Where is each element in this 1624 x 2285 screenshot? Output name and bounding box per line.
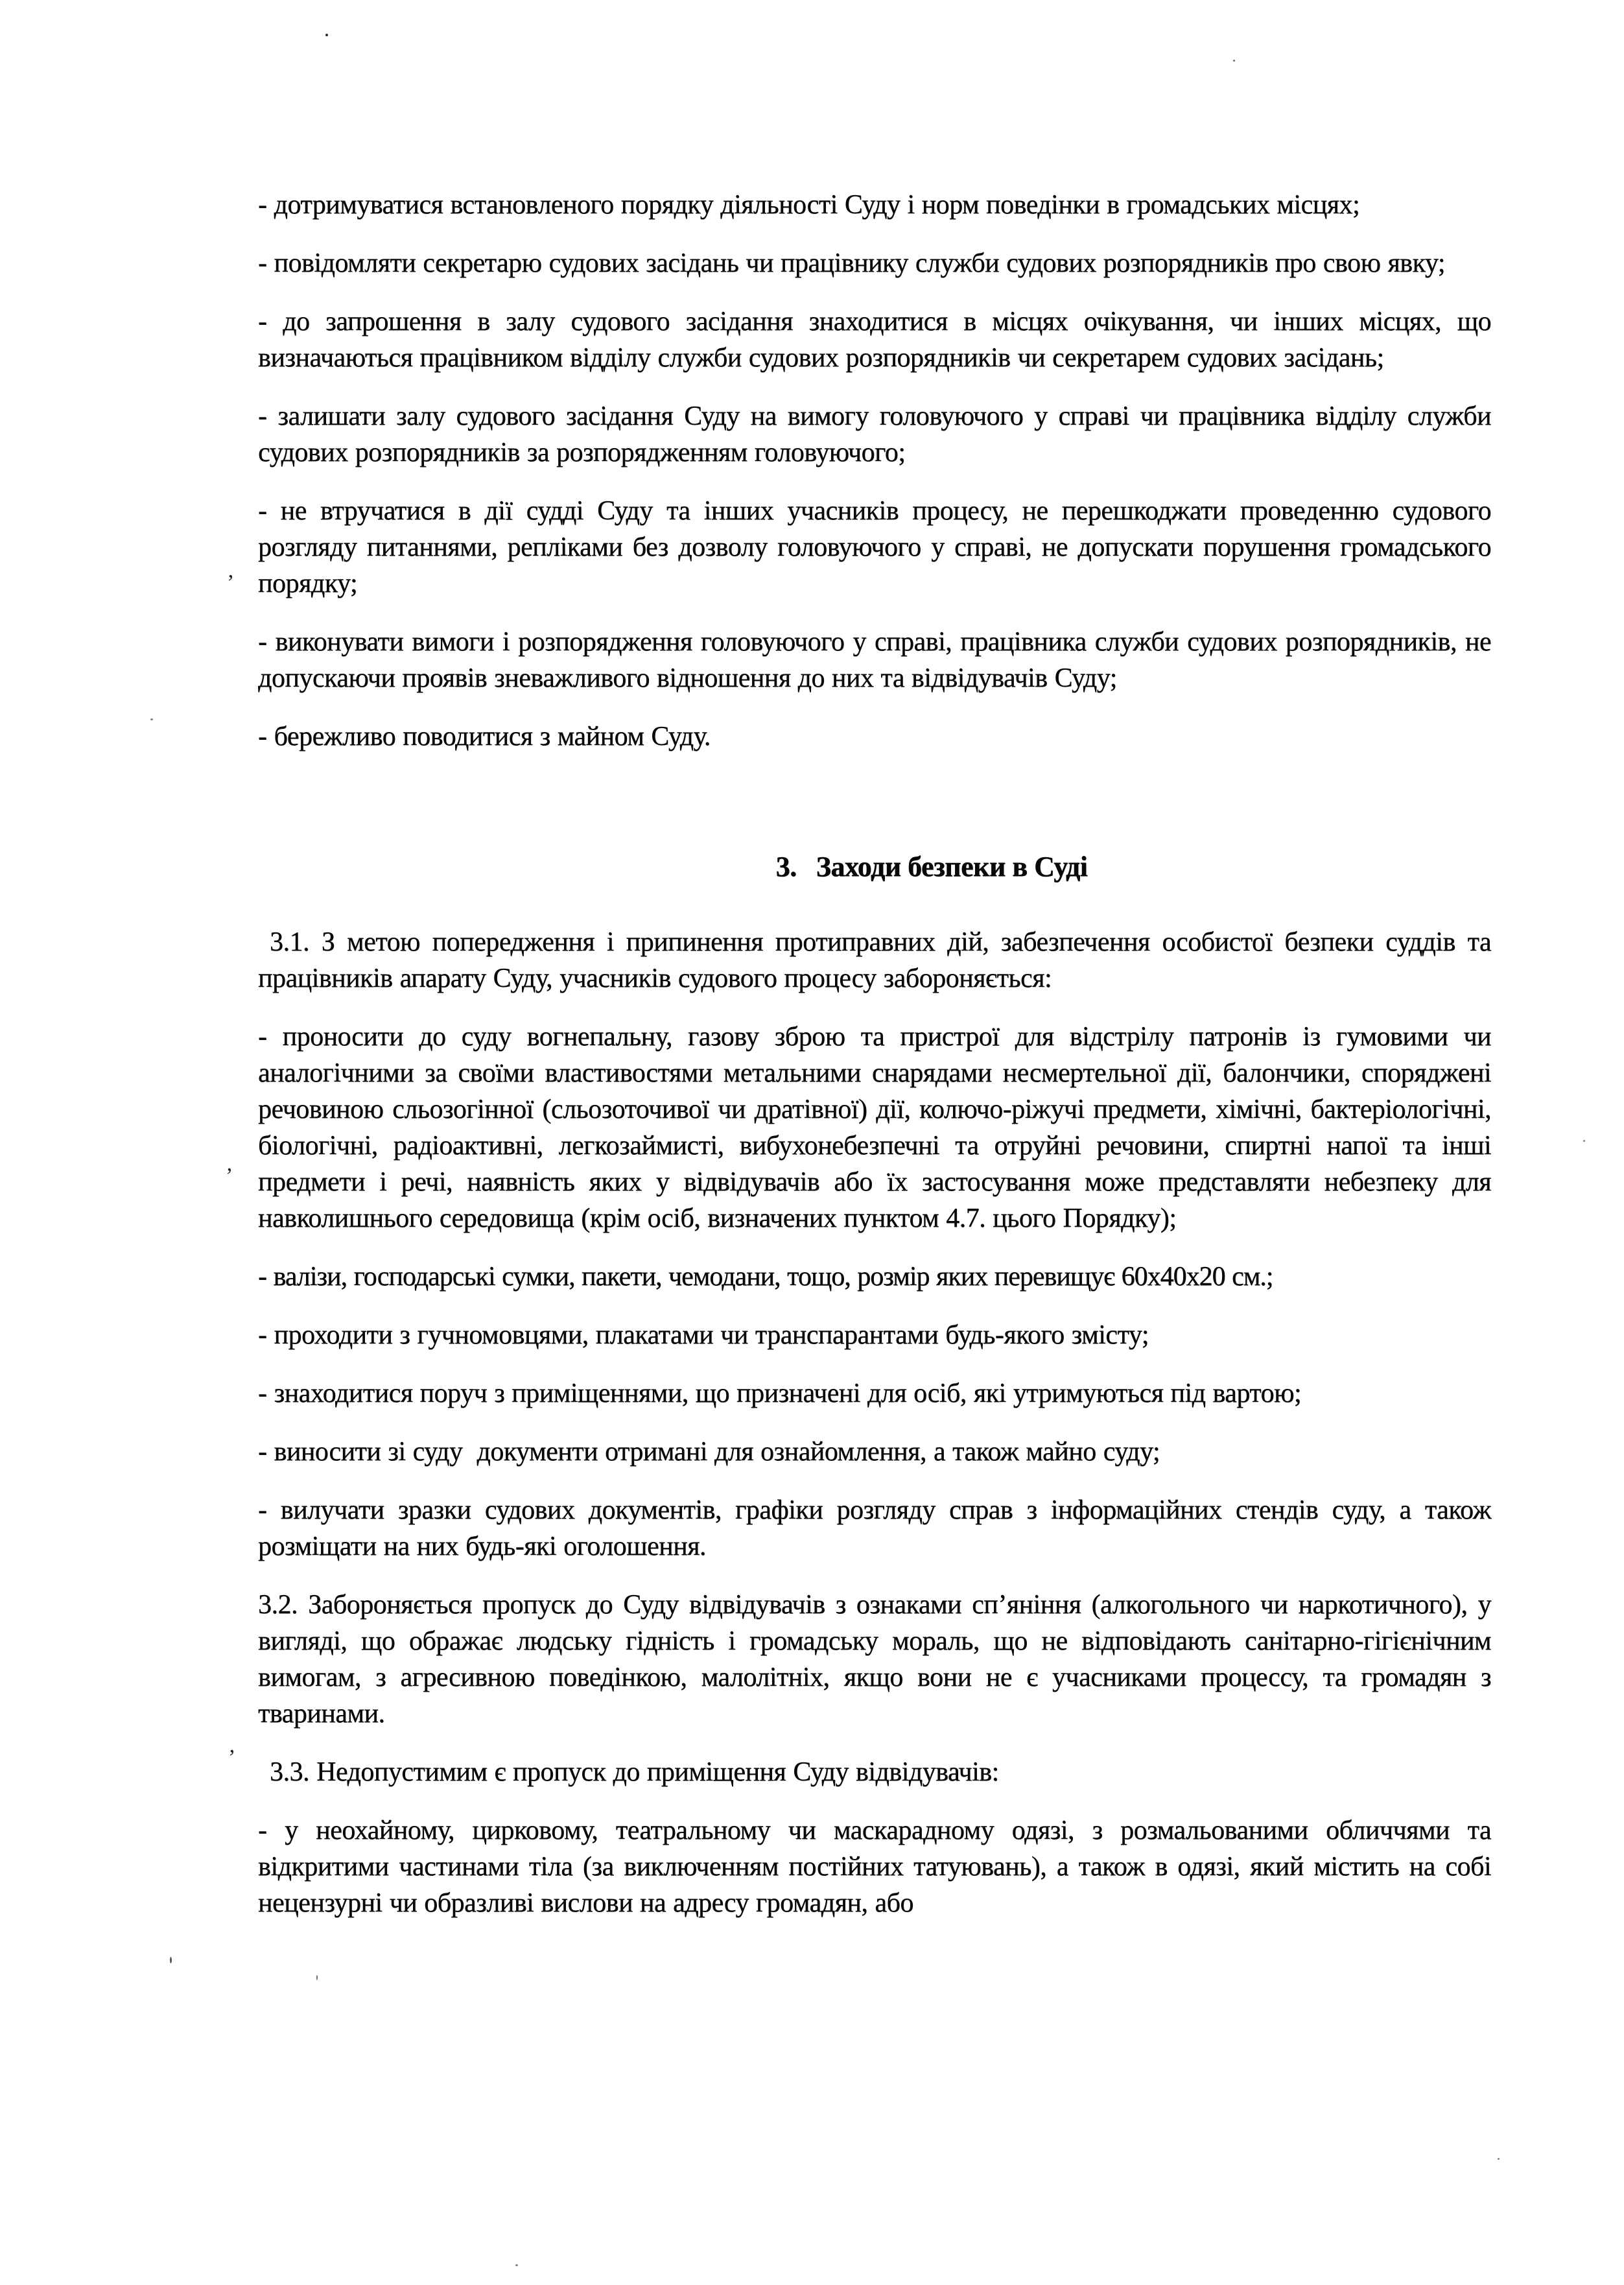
scan-speck <box>515 2264 518 2266</box>
rule-item-leave-hall: - залишати залу судового засідання Суду на вимогу головуючого у справі чи працівника відділу служби судових розпорядників за розпорядженням головуючого; <box>258 401 1491 468</box>
rule-item-documents: - виносити зі суду документи отримані для ознайомлення, а також майно суду; <box>258 1437 1160 1467</box>
scan-speck <box>170 1957 172 1963</box>
section-number: 3. <box>775 851 797 882</box>
section-heading <box>372 849 1491 885</box>
clause-3-1: 3.1. З метою попередження і припинення протиправних дій, забезпечення особистої безпеки суддів та працівників апарату Суду, учасників судового процесу забороняється: <box>258 927 1491 993</box>
scan-speck <box>316 1975 318 1980</box>
rule-item-property: - бережливо поводитися з майном Суду. <box>258 722 711 752</box>
rule-item-luggage: - валізи, господарські сумки, пакети, чемодани, тощо, розмір яких перевищує 60х40х20 см.; <box>258 1262 1273 1292</box>
clause-3-2: 3.2. Забороняється пропуск до Суду відвідувачів з ознаками сп’яніння (алкогольного чи наркотичного), у вигляді, що ображає людську гідність і громадську мораль, що не відповідають санітарно-гігієнічним вимогам, з агресивною поведінкою, малолітніх, якщо вони не є учасниками процессу, та громадян з тваринами. <box>258 1590 1491 1729</box>
rule-item-waiting-area: - до запрошення в залу судового засідання знаходитися в місцях очікування, чи інших місцях, що визначаються працівником відділу служби судових розпорядників чи секретарем судових засідань; <box>258 307 1491 373</box>
scan-speck: ’ <box>228 1746 236 1770</box>
scan-speck <box>1233 60 1235 62</box>
rule-item-notify: - повідомляти секретарю судових засідань чи працівнику служби судових розпорядників про свою явку; <box>258 248 1445 278</box>
clause-3-3: 3.3. Недопустимим є пропуск до приміщення Суду відвідувачів: <box>270 1757 999 1787</box>
rule-item-obey-orders: - виконувати вимоги і розпорядження головуючого у справі, працівника служби судових розпорядників, не допускаючи проявів зневажливого відношення до них та відвідувачів Суду; <box>258 627 1491 693</box>
scan-speck <box>1583 1140 1585 1142</box>
rule-item-loudspeakers: - проходити з гучномовцями, плакатами чи транспарантами будь-якого змісту; <box>258 1320 1149 1350</box>
scan-speck <box>325 34 328 36</box>
scan-speck: ’ <box>227 571 235 595</box>
rule-item-weapons: - проносити до суду вогнепальну, газову зброю та пристрої для відстрілу патронів із гумовими чи аналогічними за своїми властивостями метальними снарядами несмертельної дії, балончики, споряджені речовиною сльозогінної (сльозоточивої чи дратівної) дії, колючо-ріжучі предмети, хімічні, бактеріологічні, біологічні, радіоактивні, легкозаймисті, вибухонебезпечні та отруйні речовини, спиртні напої та інші предмети і речі, наявність яких у відвідувачів або їх застосування може представляти небезпеку для навколишнього середовища (крім осіб, визначених пунктом 4.7. цього Порядку); <box>258 1022 1491 1233</box>
document-text-block <box>258 187 1491 1943</box>
scan-speck <box>1498 2158 1500 2160</box>
rule-item-clothing: - у неохайному, цирковому, театральному чи маскарадному одязі, з розмальованими обличчями та відкритими частинами тіла (за виключенням постійних татуювань), а також в одязі, який містить на собі нецензурні чи образливі вислови на адресу громадян, або <box>258 1816 1491 1918</box>
section-title: Заходи безпеки в Суді <box>816 851 1088 882</box>
scan-speck: ’ <box>226 1164 233 1188</box>
scan-speck <box>150 718 153 720</box>
rule-item-no-interfere: - не втручатися в дії судді Суду та інших учасників процесу, не перешкоджати проведенню судового розгляду питаннями, репліками без дозволу головуючого у справі, не допускати порушення громадського порядку; <box>258 496 1491 598</box>
rule-item-stands: - вилучати зразки судових документів, графіки розгляду справ з інформаційних стендів суду, а також розміщати на них будь-які оголошення. <box>258 1495 1491 1561</box>
rule-item-detention-rooms: - знаходитися поруч з приміщеннями, що призначені для осіб, які утримуються під вартою; <box>258 1379 1302 1408</box>
rule-item-conduct: - дотримуватися встановленого порядку діяльності Суду і норм поведінки в громадських місцях; <box>258 190 1360 220</box>
